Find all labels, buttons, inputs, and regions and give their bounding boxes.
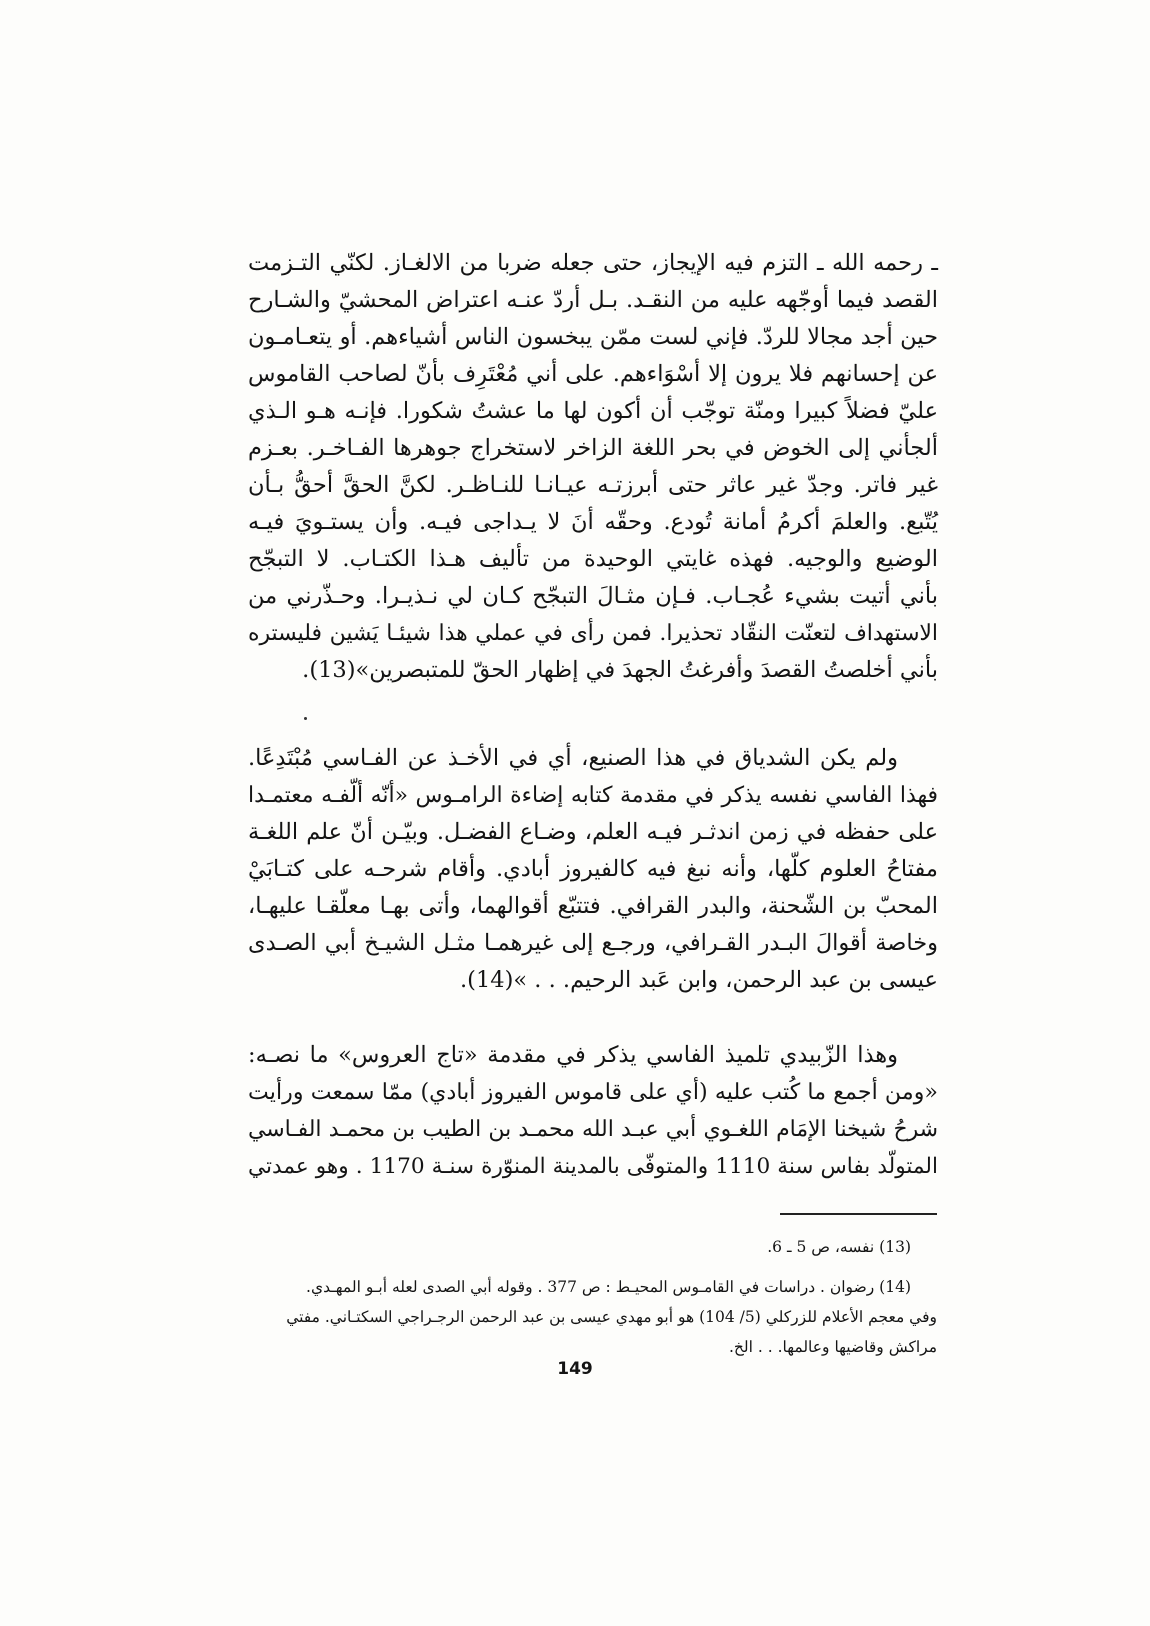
footnote-13: (13) نفسه، ص 5 ـ 6. — [767, 1238, 911, 1256]
paragraph-3 — [248, 1037, 938, 1185]
text-line: ولم يكن الشدياق في هذا الصنيع، أي في الأخـذ عن الفـاسي مُبْتَدِعًا. — [248, 745, 898, 771]
text-line: مفتاحُ العلوم كلّها، وأنه نبغ فيه كالفيروز أبادي. وأقام شرحـه على كتـابَيْ — [248, 856, 938, 882]
text-line: الوضيع والوجيه. فهذه غايتي الوحيدة من تأليف هـذا الكتـاب. لا التبجّح — [248, 546, 938, 572]
text-line: بأني أتيت بشيء عُجـاب. فـإن مثـالَ التبجّح كـان لي نـذيـرا. وحـذّرني من — [248, 583, 938, 609]
footnote-14-line: مراكش وقاضيها وعالمها. . . الخ. — [728, 1338, 937, 1356]
text-line: المتولّد بفاس سنة 1110 والمتوفّى بالمدينة المنوّرة سنـة 1170 . وهو عمدتي — [248, 1154, 938, 1179]
text-line: عيسى بن عبد الرحمن، وابن عَبد الرحيم. . . »(14). — [460, 967, 938, 993]
text-line: فهذا الفاسي نفسه يذكر في مقدمة كتابه إضاءة الرامـوس «أنّه ألّفـه معتمـدا — [248, 783, 938, 808]
text-line: المحبّ بن الشّحنة، والبدر القرافي. فتتبّع أقوالهما، وأتى بهـا معلّقـا عليهـا، — [248, 893, 938, 919]
text-line: وهذا الزّبيدي تلميذ الفاسي يذكر في مقدمة «تاج العروس» ما نصـه: — [248, 1042, 898, 1068]
text-line: شرحُ شيخنا الإمَام اللغـوي أبي عبـد الله محمـد بن الطيب بن محمـد الفـاسي — [248, 1117, 938, 1142]
footnotes — [255, 1232, 937, 1362]
scan-speck — [304, 717, 307, 720]
text-line: عن إحسانهم فلا يرون إلا أسْوَاءهم. على أني مُعْتَرِف بأنّ لصاحب القاموس — [248, 361, 938, 387]
text-line: يُتّبع. والعلمَ أكرمُ أمانة تُودع. وحقّه أنَ لا يـداجى فيـه. وأن يستـويَ فيـه — [248, 509, 938, 535]
footnote-14-line: (14) رضوان . دراسات في القامـوس المحيـط : ص 377 . وقوله أبي الصدى لعله أبـو المهـدي. — [306, 1278, 911, 1296]
text-line: وخاصة أقوالَ البـدر القـرافي، ورجـع إلى غيرهمـا مثـل الشيـخ أبي الصـدى — [248, 930, 938, 956]
text-line: الاستهداف لتعنّت النقّاد تحذيرا. فمن رأى في عملي هذا شيئـا يَشين فليستره — [248, 621, 938, 646]
text-line: غير فاتر. وجدّ غير عاثر حتى أبرزتـه عيـانـا للنـاظـر. لكنَّ الحقَّ أحقُّ بـأن — [248, 472, 938, 498]
footnote-divider — [780, 1213, 937, 1215]
text-line: حين أجد مجالا للردّ. فإني لست ممّن يبخسون الناس أشياءهم. أو يتعـامـون — [248, 324, 938, 350]
text-line: عليّ فضلاً كبيرا ومنّة توجّب أن أكون لها ما عشتُ شكورا. فإنـه هـو الـذي — [248, 398, 938, 424]
text-line: بأني أخلصتُ القصدَ وأفرغتُ الجهدَ في إظهار الحقّ للمتبصرين»(13). — [302, 657, 938, 683]
text-line: القصد فيما أوجّهه عليه من النقـد. بـل أردّ عنـه اعتراض المحشيّ والشـارح — [248, 287, 938, 313]
text-line: «ومن أجمع ما كُتب عليه (أي على قاموس الفيروز أبادي) ممّا سمعت ورأيت — [248, 1079, 938, 1105]
paragraph-2 — [248, 740, 938, 999]
footnote-14-line: وفي معجم الأعلام للزركلي (5/ 104) هو أبو مهدي عيسى بن عبد الرحمن الرجـراجي السكتـاني. مفتي — [286, 1308, 937, 1326]
text-line: ـ رحمه الله ـ التزم فيه الإيجاز، حتى جعله ضربا من الالغـاز. لكنّي التـزمت — [248, 250, 938, 276]
paragraph-1 — [248, 245, 938, 689]
text-line: على حفظه في زمن اندثـر فيـه العلم، وضـاع الفضـل. وبيّـن أنّ علم اللغـة — [248, 819, 938, 845]
text-line: ألجأني إلى الخوض في بحر اللغة الزاخر لاستخراج جوهرها الفـاخـر. بعـزم — [248, 435, 938, 461]
page-number: 149 — [557, 1359, 593, 1379]
